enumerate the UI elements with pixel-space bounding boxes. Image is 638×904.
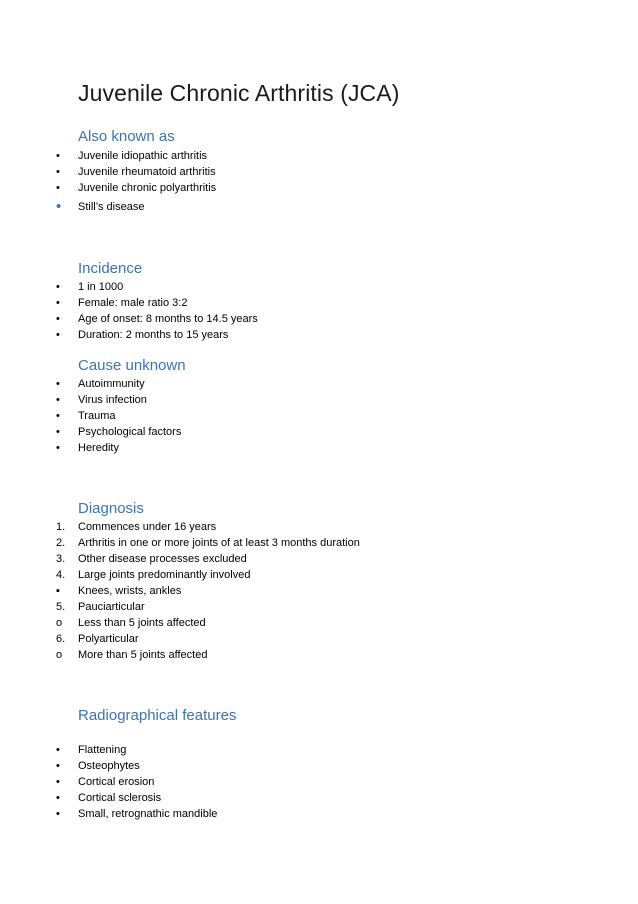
- section-heading-radiographical-features: Radiographical features: [78, 707, 237, 724]
- bullet-marker: •: [56, 410, 60, 422]
- section-heading-diagnosis: Diagnosis: [78, 500, 144, 517]
- list-item-text: Juvenile rheumatoid arthritis: [78, 166, 216, 178]
- bullet-marker: •: [56, 792, 60, 804]
- list-number: 5.: [56, 601, 66, 613]
- bullet-marker: •: [56, 297, 60, 309]
- bullet-marker: •: [56, 744, 60, 756]
- bullet-marker: •: [56, 776, 60, 788]
- list-item-text: Female: male ratio 3:2: [78, 297, 188, 309]
- section-heading-also-known-as: Also known as: [78, 128, 175, 145]
- bullet-marker: •: [56, 426, 60, 438]
- list-item-text: Cortical erosion: [78, 776, 155, 788]
- bullet-marker: •: [56, 808, 60, 820]
- list-item-text: Polyarticular: [78, 633, 139, 645]
- square-bullet-marker: ▪: [56, 585, 60, 597]
- list-item-text: Still’s disease: [78, 201, 145, 213]
- circle-bullet-marker: o: [56, 649, 63, 661]
- list-item-text: Pauciarticular: [78, 601, 145, 613]
- list-item-text: Commences under 16 years: [78, 521, 217, 533]
- bullet-marker: •: [56, 281, 60, 293]
- bullet-marker: •: [56, 313, 60, 325]
- list-item-text: Heredity: [78, 442, 119, 454]
- list-item-text: Duration: 2 months to 15 years: [78, 329, 229, 341]
- list-item-text: Juvenile chronic polyarthritis: [78, 182, 217, 194]
- bullet-marker: •: [56, 166, 60, 178]
- list-item-text: Psychological factors: [78, 426, 182, 438]
- bullet-marker: •: [56, 329, 60, 341]
- list-number: 6.: [56, 633, 66, 645]
- list-number: 4.: [56, 569, 66, 581]
- list-item-text: More than 5 joints affected: [78, 649, 208, 661]
- list-number: 1.: [56, 521, 66, 533]
- bullet-marker: •: [56, 442, 60, 454]
- list-item-text: 1 in 1000: [78, 281, 124, 293]
- bullet-marker: •: [56, 394, 60, 406]
- list-item-text: Osteophytes: [78, 760, 140, 772]
- list-item-text: Autoimmunity: [78, 378, 145, 390]
- bullet-marker: •: [56, 198, 62, 215]
- bullet-marker: •: [56, 760, 60, 772]
- list-item-text: Virus infection: [78, 394, 147, 406]
- list-item-text: Knees, wrists, ankles: [78, 585, 182, 597]
- list-item-text: Juvenile idiopathic arthritis: [78, 150, 208, 162]
- bullet-marker: •: [56, 182, 60, 194]
- circle-bullet-marker: o: [56, 617, 63, 629]
- list-number: 3.: [56, 553, 66, 565]
- list-item-text: Other disease processes excluded: [78, 553, 247, 565]
- list-item-text: Arthritis in one or more joints of at least 3 months duration: [78, 537, 360, 549]
- list-item-text: Large joints predominantly involved: [78, 569, 251, 581]
- list-item-text: Trauma: [78, 410, 116, 422]
- list-item-text: Age of onset: 8 months to 14.5 years: [78, 313, 258, 325]
- page-title: Juvenile Chronic Arthritis (JCA): [78, 80, 400, 106]
- list-item-text: Cortical sclerosis: [78, 792, 162, 804]
- list-item-text: Less than 5 joints affected: [78, 617, 206, 629]
- list-number: 2.: [56, 537, 66, 549]
- bullet-marker: •: [56, 150, 60, 162]
- section-heading-cause-unknown: Cause unknown: [78, 357, 186, 374]
- list-item-text: Flattening: [78, 744, 127, 756]
- bullet-marker: •: [56, 378, 60, 390]
- list-item-text: Small, retrognathic mandible: [78, 808, 218, 820]
- section-heading-incidence: Incidence: [78, 260, 143, 277]
